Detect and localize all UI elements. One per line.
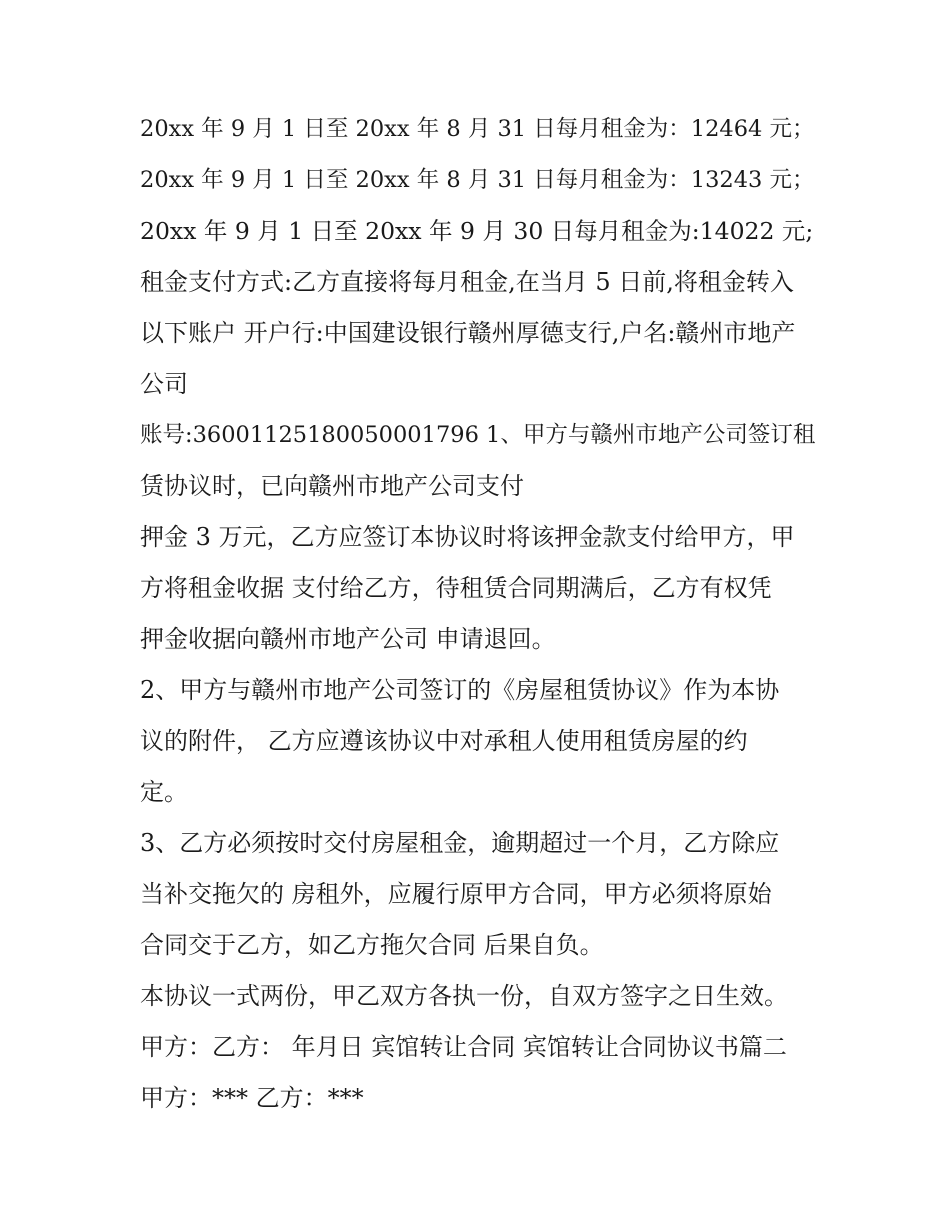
text-line: 公司 (140, 370, 188, 398)
text-line: 20xx 年 9 月 1 日至 20xx 年 8 月 31 日每月租金为：12464 元； (140, 116, 815, 142)
text-line: 甲方：*** 乙方：*** (140, 1084, 364, 1112)
text-line: 方将租金收据 支付给乙方，待租赁合同期满后，乙方有权凭 (140, 574, 772, 602)
text-line: 3、乙方必须按时交付房屋租金，逾期超过一个月，乙方除应 (140, 829, 780, 857)
text-line: 当补交拖欠的 房租外，应履行原甲方合同，甲方必须将原始 (140, 880, 772, 908)
document-body (140, 104, 820, 1124)
text-line: 议的附件， 乙方应遵该协议中对承租人使用租赁房屋的约 (140, 727, 748, 755)
text-line: 账号:36001125180050001796 1、甲方与赣州市地产公司签订租 (140, 422, 816, 448)
text-line: 赁协议时，已向赣州市地产公司支付 (140, 472, 524, 500)
text-line: 押金收据向赣州市地产公司 申请退回。 (140, 625, 556, 653)
text-line: 甲方：乙方： 年月日 宾馆转让合同 宾馆转让合同协议书篇二 (140, 1033, 787, 1061)
text-line: 20xx 年 9 月 1 日至 20xx 年 9 月 30 日每月租金为:14022 元; (140, 217, 814, 245)
text-line: 合同交于乙方，如乙方拖欠合同 后果自负。 (140, 931, 604, 959)
text-line: 2、甲方与赣州市地产公司签订的《房屋租赁协议》作为本协 (140, 676, 780, 704)
text-line: 定。 (140, 778, 188, 806)
text-line: 以下账户 开户行:中国建设银行赣州厚德支行,户名:赣州市地产 (140, 319, 796, 347)
text-line: 押金 3 万元，乙方应签订本协议时将该押金款支付给甲方，甲 (140, 523, 795, 551)
text-line: 租金支付方式:乙方直接将每月租金,在当月 5 日前,将租金转入 (140, 268, 794, 296)
text-line: 20xx 年 9 月 1 日至 20xx 年 8 月 31 日每月租金为：13243 元； (140, 167, 815, 193)
text-line: 本协议一式两份，甲乙双方各执一份，自双方签字之日生效。 (140, 982, 788, 1010)
